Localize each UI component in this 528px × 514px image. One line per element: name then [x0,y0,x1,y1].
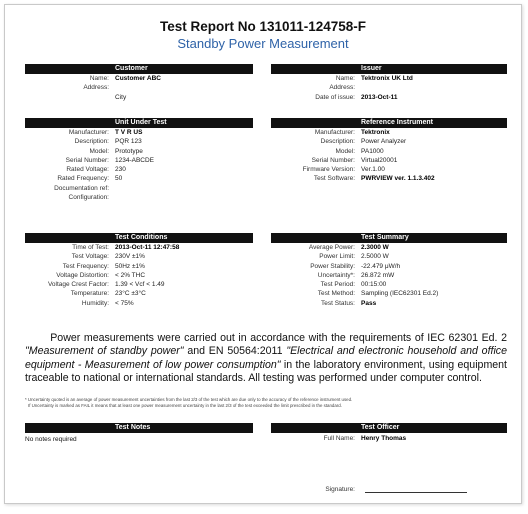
field-row [271,156,507,165]
customer-header: Customer [25,64,253,74]
field-row [25,174,253,183]
field-value: Virtual20001 [361,156,398,164]
field-label: Manufacturer: [68,129,109,136]
field-label: Power Limit: [319,253,355,261]
field-label: Serial Number: [65,156,109,164]
field-value: -22.479 μW/h [361,262,401,270]
field-label: Temperature: [70,290,109,298]
statement-part-2: and EN 50564:2011 [183,345,287,358]
field-label: Serial Number: [311,156,355,164]
field-value: 1.39 < Vcf < 1.49 [115,281,165,289]
field-row [271,252,507,261]
report-subtitle: Standby Power Measurement [177,36,349,51]
test-notes-section [25,423,253,443]
field-row [25,271,253,280]
full-name-label: Full Name: [323,435,355,442]
full-name-row [271,434,507,443]
footnote-uncertainty: * Uncertainty quoted is an average of power measurement uncertainties from the last 2/3 of the test which are due only to the accuracy of the reference instrument used. [25,397,353,402]
field-row [271,299,507,308]
field-row [25,262,253,271]
field-value: 1234-ABCDE [115,156,155,164]
test-officer-header: Test Officer [271,423,507,433]
field-value: 230V ±1% [115,253,145,261]
field-value: Tektronix UK Ltd [361,75,413,82]
field-row [25,252,253,261]
field-value: Tektronix [361,129,390,136]
field-label: Model: [89,147,109,155]
full-name-value: Henry Thomas [361,435,407,442]
signature-line [365,492,467,493]
test-conditions-section [25,233,253,308]
test-summary-header: Test Summary [271,233,507,243]
field-label: Date of issue: [315,93,355,101]
test-officer-section [271,423,507,443]
field-row [25,243,253,252]
field-label [25,93,115,102]
field-label: Power Stability: [310,262,355,270]
field-row [25,128,253,137]
field-row [271,93,507,102]
footnote-fail: If Uncertainty is marked as FAIL it means that at least one power measurement uncertainty in the last 2/3 of the test exceeded the limit prescribed in the standard. [28,403,342,408]
statement-standard-title-1: "Measurement of standby power" [25,345,184,358]
statement-standard-title-2: "Electrical and electronic household and office equipment - Measurement of low power consumption" [25,345,507,371]
field-label: Test Status: [321,299,355,307]
field-label: Documentation ref: [54,184,109,192]
field-row [271,243,507,252]
field-row [271,280,507,289]
compliance-statement [25,332,507,385]
field-label: Humidity: [81,299,109,307]
field-row [25,280,253,289]
field-row [25,299,253,308]
reference-instrument-section [271,118,507,184]
issuer-header: Issuer [271,64,507,74]
field-row [271,174,507,183]
field-label: Address: [83,84,109,92]
field-value: Power Analyzer [361,138,407,146]
field-value: PA1000 [361,147,384,155]
field-value: 2.5000 W [361,253,389,261]
field-value: PQR 123 [115,138,142,146]
field-value: 2013-Oct-11 12:47:58 [115,244,180,251]
field-row [271,147,507,156]
test-summary-section [271,233,507,308]
field-label: Description: [74,138,109,146]
field-row [271,128,507,137]
field-row [25,184,253,193]
field-row [25,74,253,83]
field-label: Description: [320,138,355,146]
field-value: Sampling (IEC62301 Ed.2) [361,290,439,298]
field-value: Customer ABC [115,75,161,82]
field-label: Test Voltage: [71,253,109,261]
field-value: Pass [361,299,377,307]
field-label: Time of Test: [72,244,109,251]
statement-part-3: in the laboratory environment, using equipment traceable to national or international standards. All testing was performed under computer control. [25,358,507,384]
field-label: Name: [89,75,109,82]
field-row [271,165,507,174]
field-label: Voltage Distortion: [56,271,109,279]
field-row [271,262,507,271]
field-label: Rated Frequency: [57,175,109,183]
field-label: Manufacturer: [314,129,355,136]
field-label: Voltage Crest Factor: [47,281,109,289]
field-value: 00:15:00 [361,281,387,289]
unit-under-test-header: Unit Under Test [25,118,253,128]
unit-under-test-section [25,118,253,202]
field-label: Test Software: [313,175,355,183]
field-row [271,271,507,280]
field-label: Average Power: [308,244,355,251]
field-label: Firmware Version: [302,166,355,174]
field-value: Prototype [115,147,143,155]
field-row [271,74,507,83]
field-value: 50 [115,175,123,183]
field-value: T V R US [115,129,143,136]
field-value: 230 [115,166,126,174]
field-value: < 75% [115,299,134,307]
signature-label: Signature: [325,486,355,493]
statement-part-1: Power measurements were carried out in accordance with the requirements of IEC 62301 Ed. 2 [50,332,507,344]
field-row [25,156,253,165]
field-label: Configuration: [68,194,109,202]
field-row [25,289,253,298]
reference-instrument-header: Reference Instrument [271,118,507,128]
field-row [271,289,507,298]
field-row [25,137,253,146]
customer-section [25,64,253,102]
field-row [25,193,253,202]
report-page [4,4,522,504]
field-row [271,137,507,146]
field-label: Uncertainty*: [317,271,355,279]
test-notes-value: No notes required [25,436,77,443]
test-conditions-header: Test Conditions [25,233,253,243]
field-value: 26.872 mW [361,271,395,279]
field-value: 50Hz ±1% [115,262,145,270]
field-row [25,93,253,102]
test-notes-header: Test Notes [25,423,253,433]
field-value: < 2% THC [115,271,146,279]
field-label: Rated Voltage: [66,166,109,174]
field-row [271,83,507,92]
field-value: 2.3000 W [361,244,389,251]
field-row [25,165,253,174]
report-title: Test Report No 131011-124758-F [159,19,367,34]
field-label: Name: [335,75,355,82]
field-label: Test Period: [320,281,355,289]
field-label: Test Frequency: [62,262,109,270]
field-value: Ver.1.00 [361,166,385,174]
field-label: Model: [335,147,355,155]
field-value: 2013-Oct-11 [361,93,398,101]
field-value: PWRVIEW ver. 1.1.3.402 [361,175,435,183]
field-label: Test Method: [317,290,355,298]
issuer-section [271,64,507,102]
field-row [25,147,253,156]
field-label: Address: [329,84,355,92]
field-row [25,83,253,92]
field-value: 23°C ±3°C [115,290,146,298]
field-value: City [115,93,127,101]
